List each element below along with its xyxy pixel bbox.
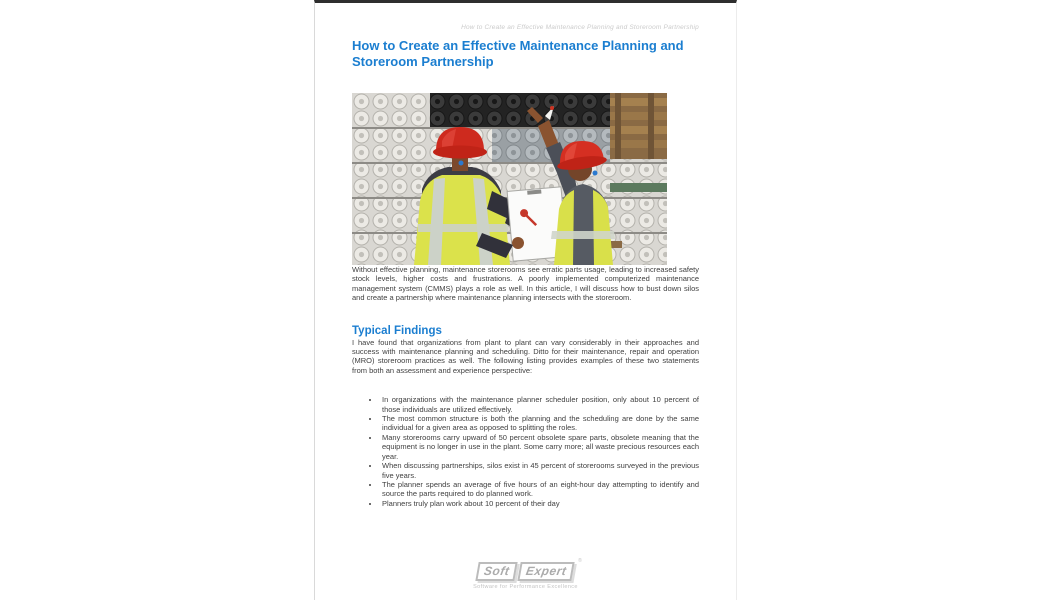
section-heading-typical-findings: Typical Findings xyxy=(352,324,442,337)
logo-expert-box: Expert xyxy=(518,562,576,581)
finding-item: • The most common structure is both the planning and the scheduling are done by the same individual for a given area as opposed to splitting the roles. xyxy=(380,414,699,433)
finding-item: • The planner spends an average of five hours of an eight-hour day attempting to identify and source the parts required to do planned work. xyxy=(380,480,699,499)
softexpert-logo xyxy=(477,558,582,581)
finding-item: • Planners truly plan work about 10 percent of their day xyxy=(380,499,699,508)
registered-trademark-mark: ® xyxy=(578,558,582,564)
page-footer xyxy=(315,558,736,590)
finding-item: • When discussing partnerships, silos exist in 45 percent of storerooms surveyed in the previous five years. xyxy=(380,461,699,480)
logo-soft-box: Soft xyxy=(475,562,518,581)
finding-item: • In organizations with the maintenance planner scheduler position, only about 10 percent of those individuals are utilized effectively. xyxy=(380,395,699,414)
intro-paragraph: Without effective planning, maintenance storerooms see erratic parts usage, leading to increased safety stock levels, higher costs and frustrations. A poorly implemented computerized maintenance management system (CMMS) plays a role as well. In this article, I will discuss how to bust down silos and create a partnership where maintenance planning intersects with the storeroom. xyxy=(352,265,699,303)
hero-image xyxy=(352,93,667,265)
running-header: How to Create an Effective Maintenance Planning and Storeroom Partnership xyxy=(461,24,699,31)
left-worker-hand xyxy=(512,237,524,249)
findings-list xyxy=(352,395,699,508)
document-title: How to Create an Effective Maintenance Planning and Storeroom Partnership xyxy=(352,38,684,69)
storeroom-photo-illustration xyxy=(352,93,667,265)
document-page xyxy=(314,0,737,600)
logo-tagline: Software for Performance Excellence xyxy=(473,584,578,590)
finding-item: • Many storerooms carry upward of 50 percent obsolete spare parts, obsolete meaning that the equipment is no longer in use in the plant. Some carry more; all waste precious resources each year. xyxy=(380,433,699,461)
section-lead-paragraph: I have found that organizations from plant to plant can vary considerably in their approaches and success with maintenance planning and scheduling. Ditto for their maintenance, repair and operation (MRO) storeroom practices as well. The following listing provides examples of these two statements from both an assessment and experience perspective: xyxy=(352,337,699,375)
